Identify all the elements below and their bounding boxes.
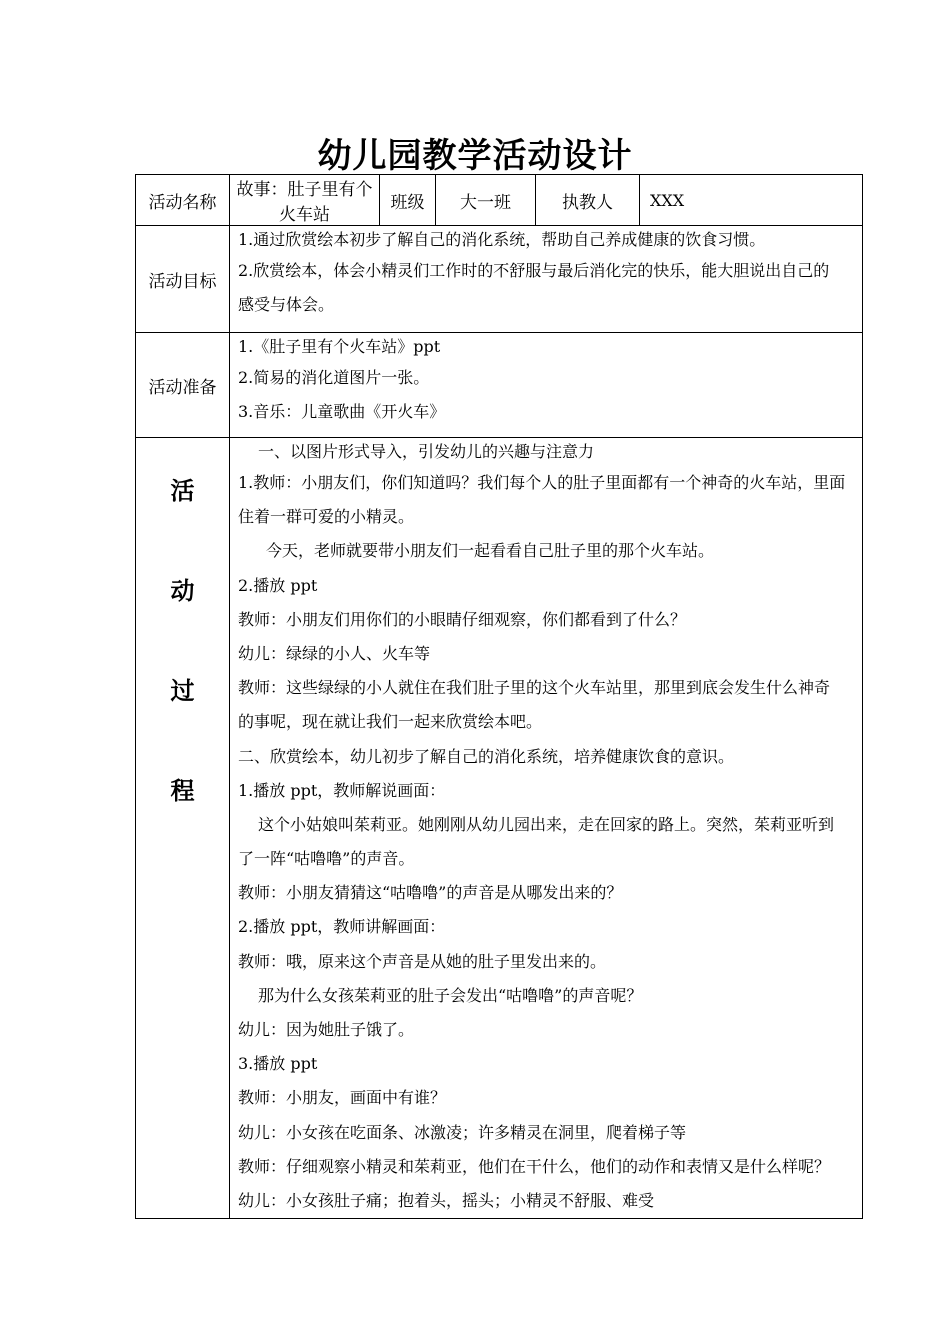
section-heading: 一、以图片形式导入，引发幼儿的兴趣与注意力 bbox=[258, 442, 595, 461]
prep-line: 3.音乐：儿童歌曲《开火车》 bbox=[238, 402, 446, 421]
prep-content bbox=[230, 333, 863, 438]
process-line: 2.播放 ppt，教师讲解画面： bbox=[238, 917, 446, 937]
process-label-char: 活 bbox=[170, 477, 195, 505]
prep-label: 活动准备 bbox=[136, 333, 230, 438]
process-line: 这个小姑娘叫茱莉亚。她刚刚从幼儿园出来，走在回家的路上。突然，茱莉亚听到 bbox=[258, 814, 835, 834]
process-line: 3.播放 ppt bbox=[238, 1054, 318, 1074]
class-label: 班级 bbox=[380, 175, 436, 226]
process-row bbox=[136, 438, 863, 1219]
process-content bbox=[230, 438, 863, 1219]
process-line: 教师：小朋友猜猜这“咕噜噜”的声音是从哪发出来的？ bbox=[238, 883, 623, 903]
process-line: 今天，老师就要带小朋友们一起看看自己肚子里的那个火车站。 bbox=[266, 541, 715, 561]
process-line: 幼儿：绿绿的小人、火车等 bbox=[238, 643, 431, 663]
class-value: 大一班 bbox=[436, 175, 536, 226]
process-line: 2.播放 ppt bbox=[238, 575, 318, 595]
goal-line: 1.通过欣赏绘本初步了解自己的消化系统，帮助自己养成健康的饮食习惯。 bbox=[238, 230, 766, 249]
activity-name-value: 故事：肚子里有个火车站 bbox=[230, 175, 380, 226]
process-line: 教师：仔细观察小精灵和茱莉亚，他们在干什么，他们的动作和表情又是什么样呢？ bbox=[238, 1156, 831, 1176]
page-title: 幼儿园教学活动设计 bbox=[317, 136, 633, 176]
process-line: 教师：小朋友们用你们的小眼睛仔细观察，你们都看到了什么？ bbox=[238, 609, 687, 629]
teacher-value: XXX bbox=[640, 175, 863, 226]
goals-label: 活动目标 bbox=[136, 226, 230, 333]
goals-row bbox=[136, 226, 863, 333]
process-line: 1.播放 ppt，教师解说画面： bbox=[238, 780, 446, 800]
process-line: 幼儿：因为她肚子饿了。 bbox=[238, 1020, 415, 1039]
process-line: 那为什么女孩茱莉亚的肚子会发出“咕噜噜”的声音呢？ bbox=[258, 985, 643, 1005]
process-line: 幼儿：小女孩在吃面条、冰激凌；许多精灵在洞里，爬着梯子等 bbox=[238, 1122, 687, 1142]
goal-line: 2.欣赏绘本，体会小精灵们工作时的不舒服与最后消化完的快乐，能大胆说出自己的 bbox=[238, 261, 830, 280]
process-label-char: 程 bbox=[170, 777, 195, 805]
process-label bbox=[136, 438, 230, 1219]
process-line: 教师：这些绿绿的小人就住在我们肚子里的这个火车站里，那里到底会发生什么神奇 bbox=[238, 678, 831, 698]
section-heading: 二、欣赏绘本，幼儿初步了解自己的消化系统，培养健康饮食的意识。 bbox=[238, 746, 735, 766]
goal-line: 感受与体会。 bbox=[238, 295, 335, 314]
lesson-plan-table bbox=[135, 174, 863, 1219]
process-line: 了一阵“咕噜噜”的声音。 bbox=[238, 849, 415, 869]
process-line: 住着一群可爱的小精灵。 bbox=[238, 507, 415, 527]
header-row bbox=[136, 175, 863, 226]
process-line: 教师：小朋友，画面中有谁？ bbox=[238, 1088, 447, 1108]
activity-name-label: 活动名称 bbox=[136, 175, 230, 226]
goals-content bbox=[230, 226, 863, 333]
process-line: 幼儿：小女孩肚子痛；抱着头，摇头；小精灵不舒服、难受 bbox=[238, 1190, 655, 1210]
process-label-char: 动 bbox=[170, 577, 195, 605]
process-line: 1.教师：小朋友们，你们知道吗？我们每个人的肚子里面都有一个神奇的火车站，里面 bbox=[238, 473, 846, 492]
prep-line: 1.《肚子里有个火车站》ppt bbox=[238, 337, 441, 356]
prep-row bbox=[136, 333, 863, 438]
prep-line: 2.简易的消化道图片一张。 bbox=[238, 368, 430, 387]
process-label-char: 过 bbox=[170, 677, 195, 705]
teacher-label: 执教人 bbox=[536, 175, 640, 226]
process-line: 教师：哦，原来这个声音是从她的肚子里发出来的。 bbox=[238, 951, 607, 971]
process-line: 的事呢，现在就让我们一起来欣赏绘本吧。 bbox=[238, 712, 543, 732]
